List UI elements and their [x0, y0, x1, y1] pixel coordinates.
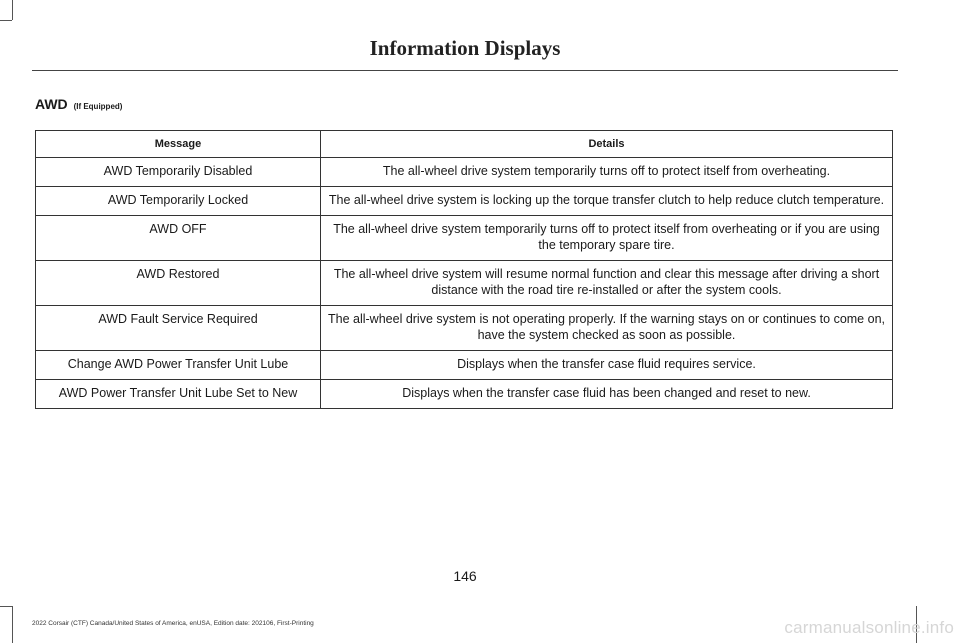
details-cell: The all-wheel drive system is not operating properly. If the warning stays on or continues to come on, have the system checked as soon as possible.	[321, 306, 893, 351]
watermark: carmanualsonline.info	[784, 618, 954, 637]
table-row	[36, 261, 893, 306]
table-row	[36, 187, 893, 216]
details-cell: The all-wheel drive system temporarily turns off to protect itself from overheating or if you are using the temporary spare tire.	[321, 216, 893, 261]
message-cell: AWD OFF	[36, 216, 321, 261]
message-cell: AWD Temporarily Disabled	[36, 158, 321, 187]
details-cell: The all-wheel drive system is locking up the torque transfer clutch to help reduce clutch temperature.	[321, 187, 893, 216]
page-number: 146	[453, 568, 477, 584]
column-header-details: Details	[321, 131, 893, 158]
table-row	[36, 216, 893, 261]
column-header-message: Message	[36, 131, 321, 158]
message-cell: AWD Temporarily Locked	[36, 187, 321, 216]
table-header-row	[36, 131, 893, 158]
details-cell: The all-wheel drive system will resume normal function and clear this message after driving a short distance with the road tire re-installed or after the system cools.	[321, 261, 893, 306]
table-row	[36, 306, 893, 351]
message-cell: Change AWD Power Transfer Unit Lube	[36, 351, 321, 380]
details-cell: Displays when the transfer case fluid has been changed and reset to new.	[321, 380, 893, 409]
crop-mark-bottom-left-horizontal	[0, 606, 12, 607]
crop-mark-top-left-vertical	[12, 0, 13, 20]
message-cell: AWD Fault Service Required	[36, 306, 321, 351]
message-cell: AWD Power Transfer Unit Lube Set to New	[36, 380, 321, 409]
details-cell: The all-wheel drive system temporarily turns off to protect itself from overheating.	[321, 158, 893, 187]
message-cell: AWD Restored	[36, 261, 321, 306]
crop-mark-top-left-horizontal	[0, 20, 12, 21]
section-qualifier: (If Equipped)	[73, 102, 123, 111]
crop-mark-bottom-left-vertical	[12, 606, 13, 643]
table-row	[36, 158, 893, 187]
table-row	[36, 380, 893, 409]
section-heading-text: AWD	[35, 96, 68, 112]
edition-footer: 2022 Corsair (CTF) Canada/United States of America, enUSA, Edition date: 202106, First-Printing	[32, 620, 314, 627]
section-heading	[35, 96, 122, 112]
page-title: Information Displays	[369, 36, 561, 60]
table-row	[36, 351, 893, 380]
title-divider	[32, 70, 898, 71]
details-cell: Displays when the transfer case fluid requires service.	[321, 351, 893, 380]
awd-messages-table	[35, 130, 893, 409]
